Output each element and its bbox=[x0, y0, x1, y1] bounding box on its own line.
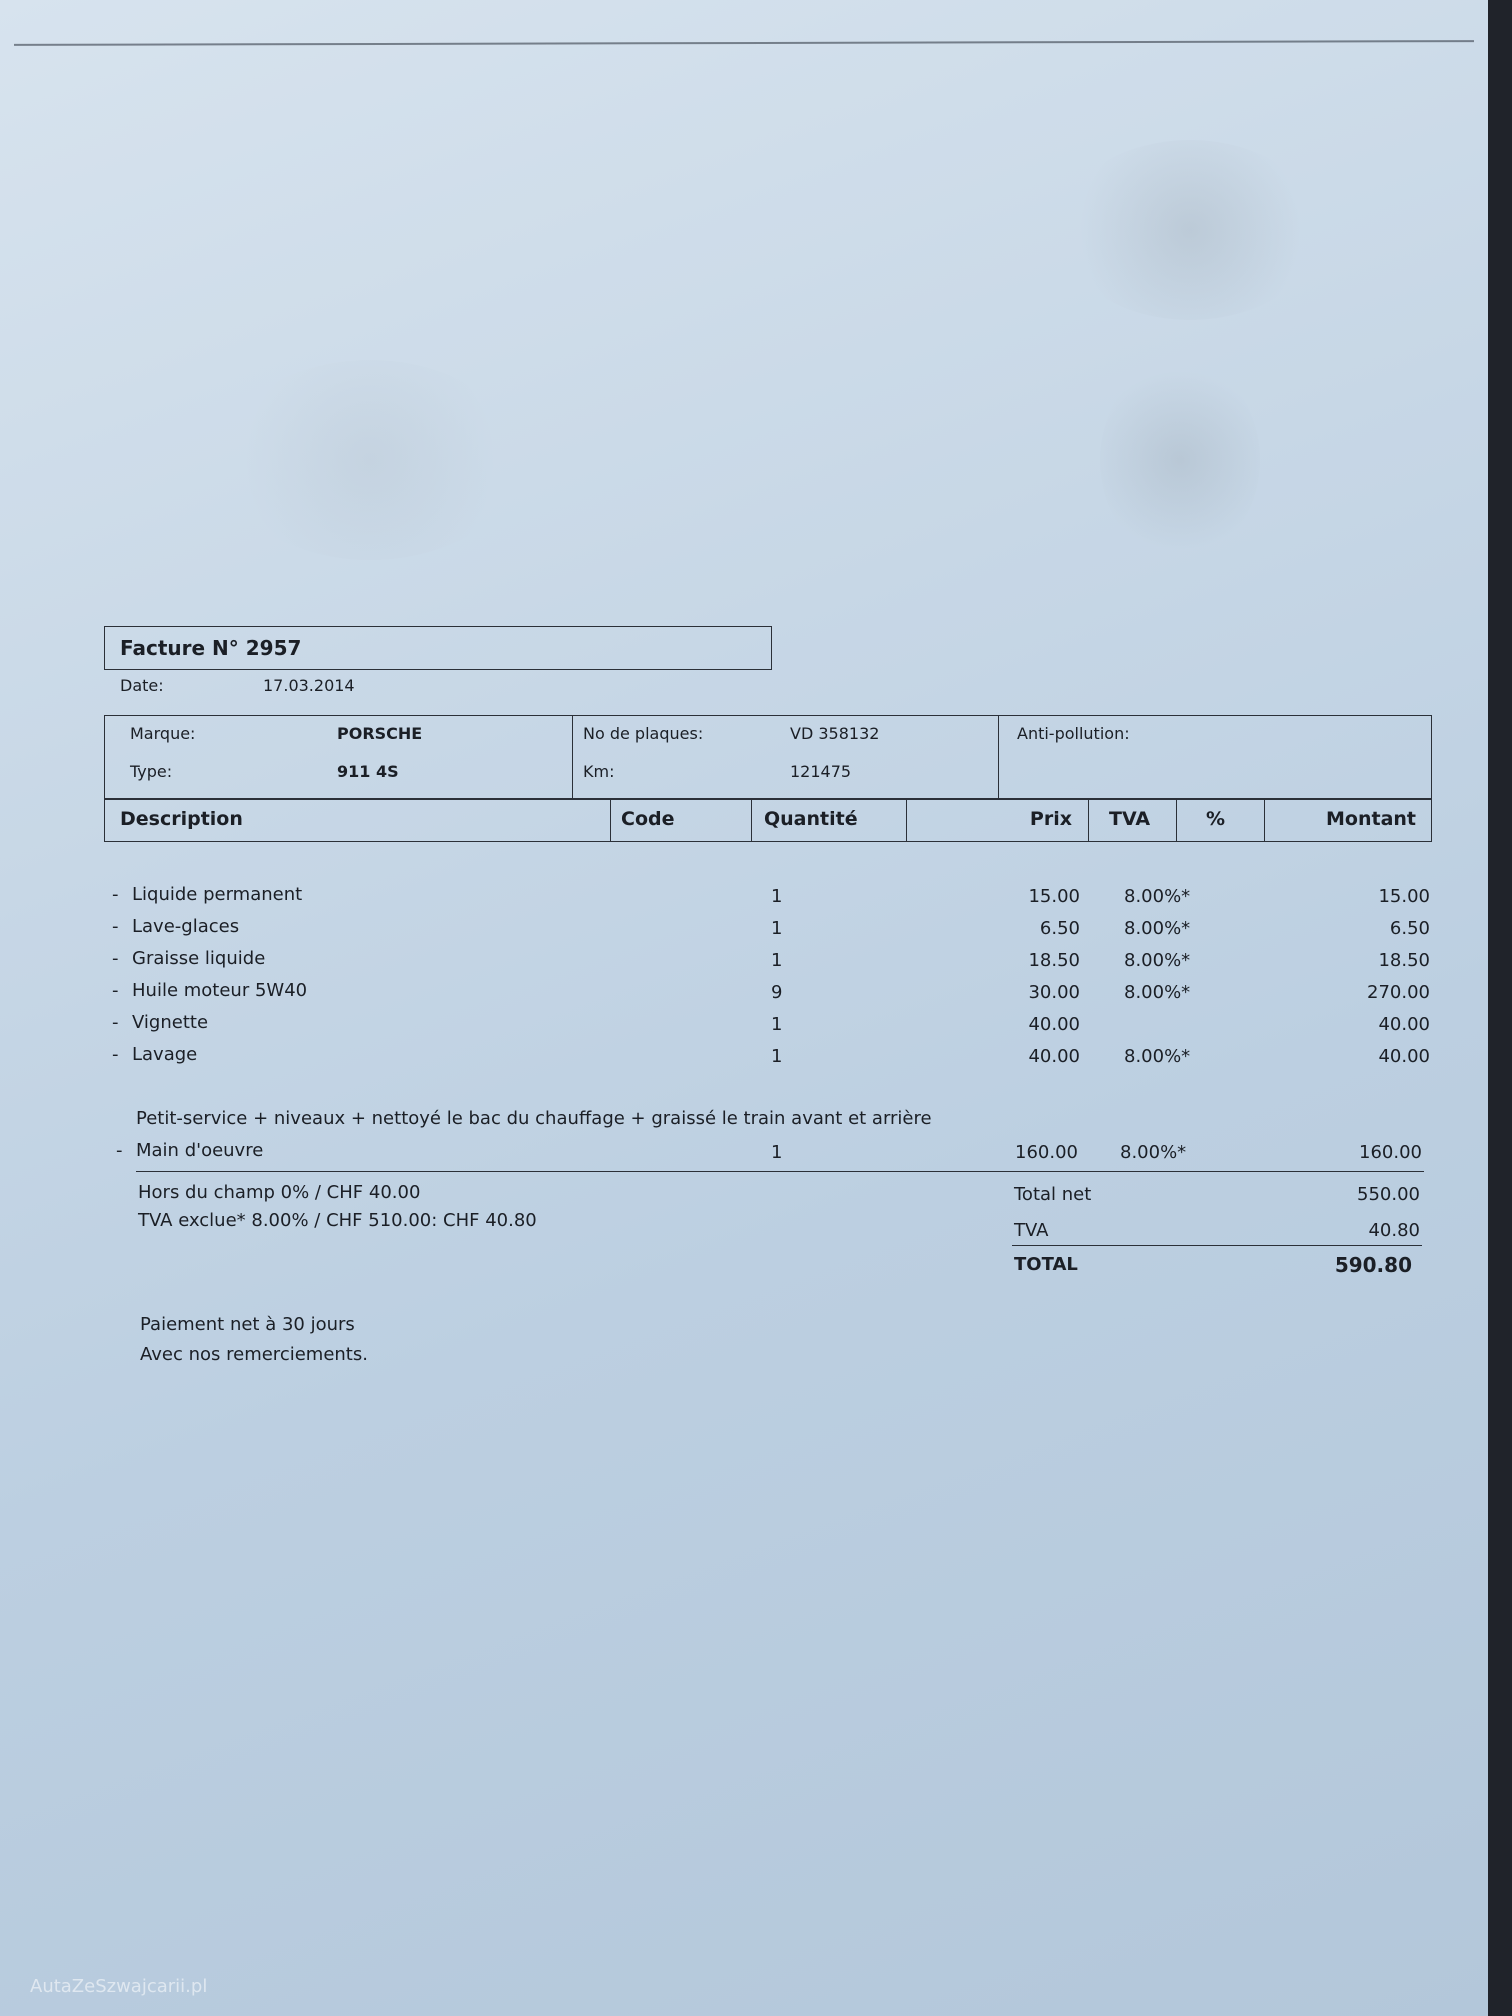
divider bbox=[751, 799, 752, 842]
row-prix: 15.00 bbox=[1028, 886, 1080, 907]
grand-total-label: TOTAL bbox=[1014, 1254, 1078, 1275]
row-tva: 8.00%* bbox=[1124, 918, 1191, 939]
header-tva: TVA bbox=[1109, 808, 1151, 830]
type-value: 911 4S bbox=[337, 762, 399, 781]
row-prix: 30.00 bbox=[1028, 982, 1080, 1003]
thanks-note: Avec nos remerciements. bbox=[140, 1344, 368, 1365]
km-label: Km: bbox=[583, 762, 615, 781]
header-prix: Prix bbox=[1029, 808, 1072, 830]
row-prix: 160.00 bbox=[1015, 1142, 1078, 1163]
row-bullet: - bbox=[112, 1044, 119, 1065]
header-code: Code bbox=[621, 808, 675, 830]
row-description: Lave-glaces bbox=[132, 916, 240, 937]
row-qty: 9 bbox=[771, 982, 783, 1003]
total-rule bbox=[1012, 1245, 1422, 1246]
row-montant: 40.00 bbox=[1378, 1046, 1430, 1067]
vehicle-info-box bbox=[104, 715, 1432, 799]
divider bbox=[906, 799, 907, 842]
tva-label: TVA bbox=[1014, 1220, 1049, 1241]
row-description: Huile moteur 5W40 bbox=[132, 980, 308, 1001]
divider bbox=[610, 799, 611, 842]
antipollution-label: Anti-pollution: bbox=[1017, 724, 1130, 743]
row-bullet: - bbox=[112, 884, 119, 905]
divider bbox=[1264, 799, 1265, 842]
row-tva: 8.00%* bbox=[1124, 982, 1191, 1003]
grand-total-value: 590.80 bbox=[1334, 1253, 1412, 1277]
invoice-title: Facture N° 2957 bbox=[120, 636, 302, 660]
header-montant: Montant bbox=[1326, 808, 1416, 830]
watermark: AutaZeSzwajcarii.pl bbox=[30, 1976, 208, 1997]
row-description: Graisse liquide bbox=[132, 948, 266, 969]
row-bullet: - bbox=[112, 1012, 119, 1033]
header-pct: % bbox=[1206, 808, 1226, 830]
date-value: 17.03.2014 bbox=[263, 676, 355, 695]
row-tva: 8.00%* bbox=[1124, 1046, 1191, 1067]
row-tva: 8.00%* bbox=[1124, 886, 1191, 907]
row-qty: 1 bbox=[771, 918, 783, 939]
divider bbox=[1176, 799, 1177, 842]
row-prix: 40.00 bbox=[1028, 1046, 1080, 1067]
row-montant: 40.00 bbox=[1378, 1014, 1430, 1035]
row-bullet: - bbox=[112, 980, 119, 1001]
row-tva: 8.00%* bbox=[1120, 1142, 1187, 1163]
date-label: Date: bbox=[120, 676, 164, 695]
row-bullet: - bbox=[112, 916, 119, 937]
divider bbox=[572, 715, 573, 799]
row-description: Main d'oeuvre bbox=[136, 1140, 264, 1161]
total-net-label: Total net bbox=[1014, 1184, 1092, 1205]
row-qty: 1 bbox=[771, 1046, 783, 1067]
row-montant: 160.00 bbox=[1359, 1142, 1422, 1163]
row-qty: 1 bbox=[771, 950, 783, 971]
tva-value: 40.80 bbox=[1368, 1220, 1420, 1241]
marque-value: PORSCHE bbox=[337, 724, 423, 743]
row-montant: 15.00 bbox=[1378, 886, 1430, 907]
tax-note-1: Hors du champ 0% / CHF 40.00 bbox=[138, 1182, 421, 1203]
divider bbox=[1088, 799, 1089, 842]
divider bbox=[998, 715, 999, 799]
plates-label: No de plaques: bbox=[583, 724, 704, 743]
service-note: Petit-service + niveaux + nettoyé le bac du chauffage + graissé le train avant et arrière bbox=[136, 1108, 932, 1129]
row-tva: 8.00%* bbox=[1124, 950, 1191, 971]
subtotal-rule bbox=[136, 1171, 1424, 1172]
payment-terms: Paiement net à 30 jours bbox=[140, 1314, 355, 1335]
row-prix: 40.00 bbox=[1028, 1014, 1080, 1035]
row-prix: 6.50 bbox=[1039, 918, 1080, 939]
row-montant: 6.50 bbox=[1389, 918, 1430, 939]
type-label: Type: bbox=[130, 762, 173, 781]
row-qty: 1 bbox=[771, 1142, 783, 1163]
row-description: Lavage bbox=[132, 1044, 198, 1065]
row-montant: 270.00 bbox=[1367, 982, 1430, 1003]
row-prix: 18.50 bbox=[1028, 950, 1080, 971]
plates-value: VD 358132 bbox=[790, 724, 880, 743]
total-net-value: 550.00 bbox=[1357, 1184, 1420, 1205]
header-description: Description bbox=[120, 808, 243, 830]
row-description: Vignette bbox=[132, 1012, 209, 1033]
row-description: Liquide permanent bbox=[132, 884, 303, 905]
row-montant: 18.50 bbox=[1378, 950, 1430, 971]
row-bullet: - bbox=[116, 1140, 123, 1161]
header-quantite: Quantité bbox=[764, 808, 858, 830]
row-qty: 1 bbox=[771, 1014, 783, 1035]
row-qty: 1 bbox=[771, 886, 783, 907]
row-bullet: - bbox=[112, 948, 119, 969]
tax-note-2: TVA exclue* 8.00% / CHF 510.00: CHF 40.80 bbox=[138, 1210, 537, 1231]
marque-label: Marque: bbox=[130, 724, 196, 743]
km-value: 121475 bbox=[790, 762, 852, 781]
